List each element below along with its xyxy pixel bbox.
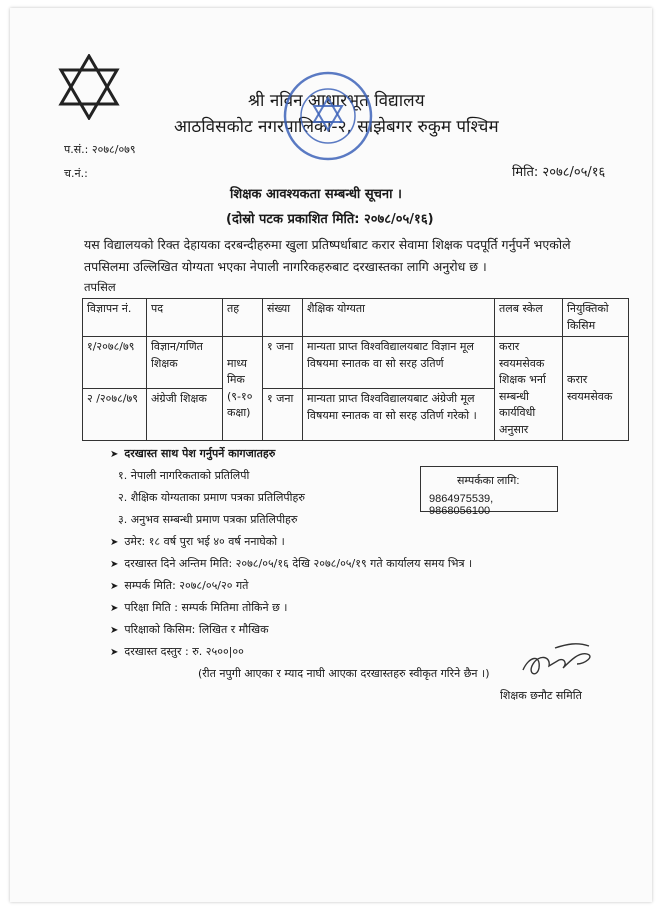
cell-count: १ जना [263,389,303,441]
arrow-bullet-icon: ➤ [110,449,119,460]
notice-paragraph-line-2: तपसिलमा उल्लिखित योग्यता भएका नेपाली नागरिकहरुबाट दरखास्तका लागि अनुरोध छ । [84,259,487,274]
documents-required-heading: ➤ दरखास्त साथ पेश गर्नुपर्ने कागजातहरु [110,447,276,460]
table-header-row [83,299,629,337]
school-address: आठविसकोट नगरपालिका-२, साझेबगर रुकुम पश्चिम [174,117,499,137]
vacancy-table [82,298,629,441]
arrow-bullet-icon: ➤ [110,625,119,636]
list-item: ३. अनुभव सम्बन्धी प्रमाण पत्रका प्रतिलिपीहरु [118,513,298,526]
cell-appointment-type: करार स्वयमसेवक [563,337,629,441]
table-row [83,337,629,389]
header-level: तह [223,299,263,337]
cell-qualification: मान्यता प्राप्त विश्वविद्यालयबाट विज्ञान मूल विषयमा स्नातक वा सो सरह उतिर्ण [303,337,495,389]
list-item: २. शैक्षिक योग्यताका प्रमाण पत्रका प्रतिलिपीहरु [118,491,305,504]
star-of-david-emblem [58,54,120,120]
cell-count: १ जना [263,337,303,389]
list-item: ➤ उमेर: १८ वर्ष पुरा भई ४० वर्ष ननाघेको । [110,535,285,548]
school-stamp [282,70,374,162]
header-salary-scale: तलब स्केल [495,299,563,337]
cell-post: अंग्रेजी शिक्षक [147,389,223,441]
notice-paragraph-line-1: यस विद्यालयको रिक्त देहायका दरबन्दीहरुमा खुला प्रतिष्पर्धाबाट करार सेवामा शिक्षक पदपूर्ति गर्नुपर्ने भएकोले [84,237,571,252]
contact-numbers: 9864975539, 9868056100 [429,493,494,517]
contact-box [420,466,558,517]
contact-label: सम्पर्कका लागि: [457,475,520,487]
arrow-bullet-icon: ➤ [110,603,119,614]
arrow-bullet-icon: ➤ [110,581,119,592]
list-item: ➤ परिक्षाको किसिम: लिखित र मौखिक [110,623,269,636]
letter-number: प.सं.: २०७८/०७९ [64,143,136,156]
list-item: ➤ सम्पर्क मिति: २०७८/०५/२० गते [110,579,249,592]
list-item: ➤ दरखास्त दस्तुर : रु. २५००|०० [110,645,244,658]
header-post: पद [147,299,223,337]
details-label: तपसिल [84,280,116,294]
header-appointment-type: नियुक्तिको किसिम [563,299,629,337]
cell-level: माध्य मिक (९-१० कक्षा) [223,337,263,441]
dispatch-number: च.नं.: [64,167,88,180]
disclaimer-note: (रीत नपुगी आएका र म्याद नाघी आएका दरखास्तहरु स्वीकृत गरिने छैन ।) [198,667,490,680]
list-item: १. नेपाली नागरिकताको प्रतिलिपी [118,469,250,482]
cell-ad-number: १/२०७८/७९ [83,337,147,389]
arrow-bullet-icon: ➤ [110,647,119,658]
cell-salary-scale: करार स्वयमसेवक शिक्षक भर्ना सम्बन्धी कार्यविधी अनुसार [495,337,563,441]
header-count: संख्या [263,299,303,337]
cell-ad-number: २ /२०७८/७९ [83,389,147,441]
arrow-bullet-icon: ➤ [110,537,119,548]
cell-post: विज्ञान/गणित शिक्षक [147,337,223,389]
header-qualification: शैक्षिक योग्यता [303,299,495,337]
notice-heading: शिक्षक आवश्यकता सम्बन्धी सूचना । [230,187,402,202]
arrow-bullet-icon: ➤ [110,559,119,570]
notice-date: मिति: २०७८/०५/१६ [512,165,606,180]
committee-name: शिक्षक छनौट समिति [500,689,582,702]
list-item: ➤ दरखास्त दिने अन्तिम मिति: २०७८/०५/१६ देखि २०७८/०५/१९ गते कार्यालय समय भित्र । [110,557,473,570]
school-name: श्री नविन आधारभूत विद्यालय [248,91,425,111]
cell-qualification: मान्यता प्राप्त विश्वविद्यालयबाट अंग्रेजी मूल विषयमा स्नातक वा सो सरह उतिर्ण गरेको । [303,389,495,441]
header-ad-number: विज्ञापन नं. [83,299,147,337]
signature [515,634,605,684]
list-item: ➤ परिक्षा मिति : सम्पर्क मितिमा तोकिने छ । [110,601,288,614]
notice-subheading: (दोस्रो पटक प्रकाशित मिति: २०७८/०५/१६) [226,212,434,227]
